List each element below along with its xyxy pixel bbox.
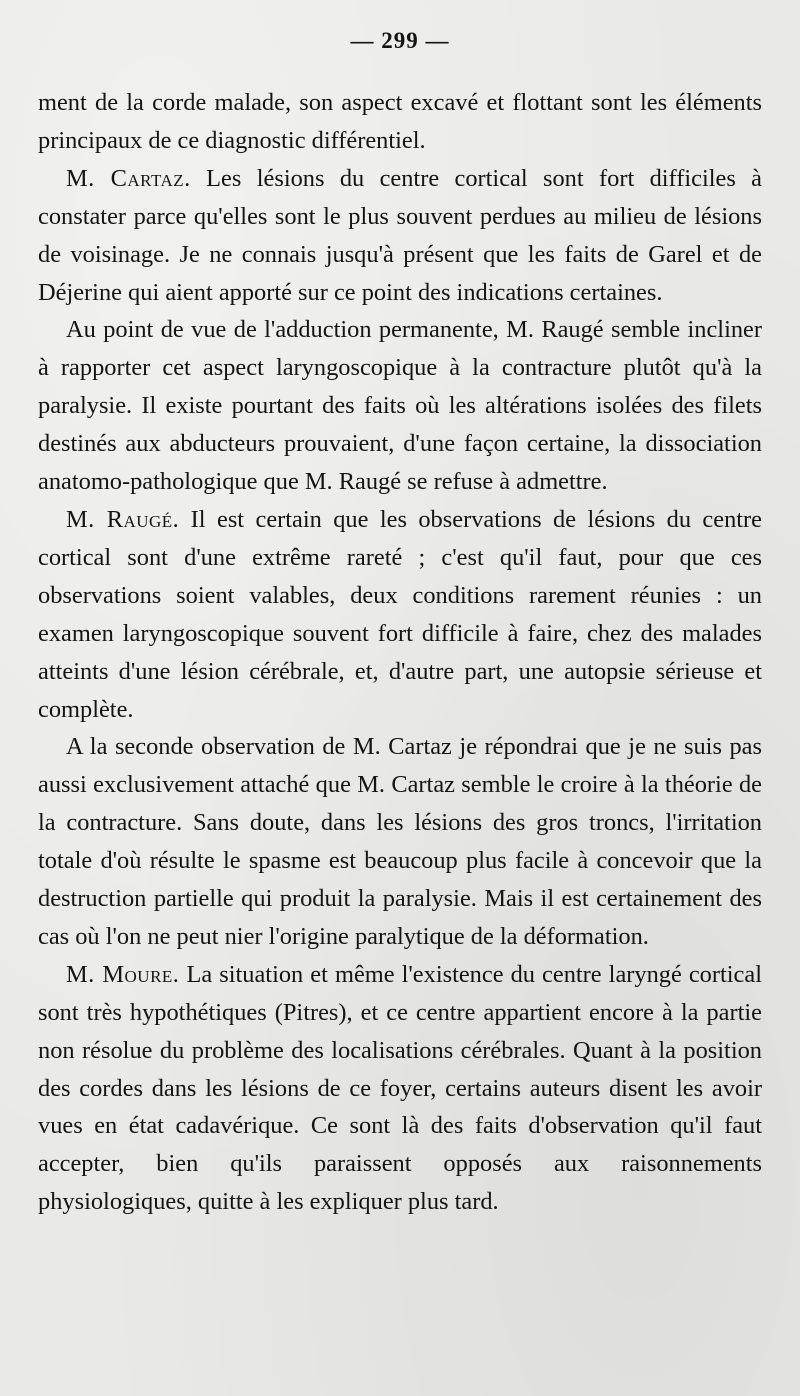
paragraph-4 (38, 501, 762, 728)
speaker-name: M. Cartaz. (66, 164, 191, 192)
paragraph-6 (38, 956, 762, 1221)
paragraph-3 (38, 311, 762, 501)
speaker-name: M. Moure. (66, 960, 180, 988)
paragraph-5 (38, 728, 762, 955)
body-text (38, 84, 762, 1221)
paragraph-1 (38, 84, 762, 160)
paragraph-text: A la seconde observation de M. Cartaz je répondrai que je ne suis pas aussi exclusivement attaché que M. Cartaz semble le croire à la théorie de la contracture. Sans doute, dans les lésions des gros troncs, l'irritation totale d'où résulte le spasme est beaucoup plus facile à concevoir que la destruction partielle qui produit la paralysie. Mais il est certainement des cas où l'on ne peut nier l'origine paralytique de la déformation. (38, 733, 762, 950)
paragraph-text: Il est certain que les observations de lésions du centre cortical sont d'une extrême rareté ; c'est qu'il faut, pour que ces observations soient valables, deux conditions rarement réunies : un examen laryngoscopique souvent fort difficile à faire, chez des malades atteints d'une lésion cérébrale, et, d'autre part, une autopsie sérieuse et complète. (38, 505, 763, 723)
paragraph-text: ment de la corde malade, son aspect excavé et flottant sont les éléments principaux de ce diagnostic différentiel. (38, 89, 762, 154)
paragraph-text: La situation et même l'existence du centre laryngé cortical sont très hypothétiques (Pitres), et ce centre appartient encore à la partie non résolue du problème des localisations cérébrales. Quant à la position des cordes dans les lésions de ce foyer, certains auteurs disent les avoir vues en état cadavérique. Ce sont là des faits d'observation qu'il faut accepter, bien qu'ils paraissent opposés aux raisonnements physiologiques, quitte à les expliquer plus tard. (38, 960, 762, 1216)
paragraph-text: Au point de vue de l'adduction permanente, M. Raugé semble incliner à rapporter cet aspect laryngoscopique à la contracture plutôt qu'à la paralysie. Il existe pourtant des faits où les altérations isolées des filets destinés aux abducteurs prouvaient, d'une façon certaine, la dissociation anatomo-pathologique que M. Raugé se refuse à admettre. (38, 316, 762, 496)
speaker-name: M. Raugé. (66, 505, 180, 533)
paragraph-text: Les lésions du centre cortical sont fort difficiles à constater parce qu'elles sont le plus souvent perdues au milieu de lésions de voisinage. Je ne connais jusqu'à présent que les faits de Garel et de Déjerine qui aient apporté sur ce point des indications certaines. (38, 164, 763, 306)
page-number: — 299 — (350, 28, 450, 53)
paragraph-2 (38, 160, 762, 312)
